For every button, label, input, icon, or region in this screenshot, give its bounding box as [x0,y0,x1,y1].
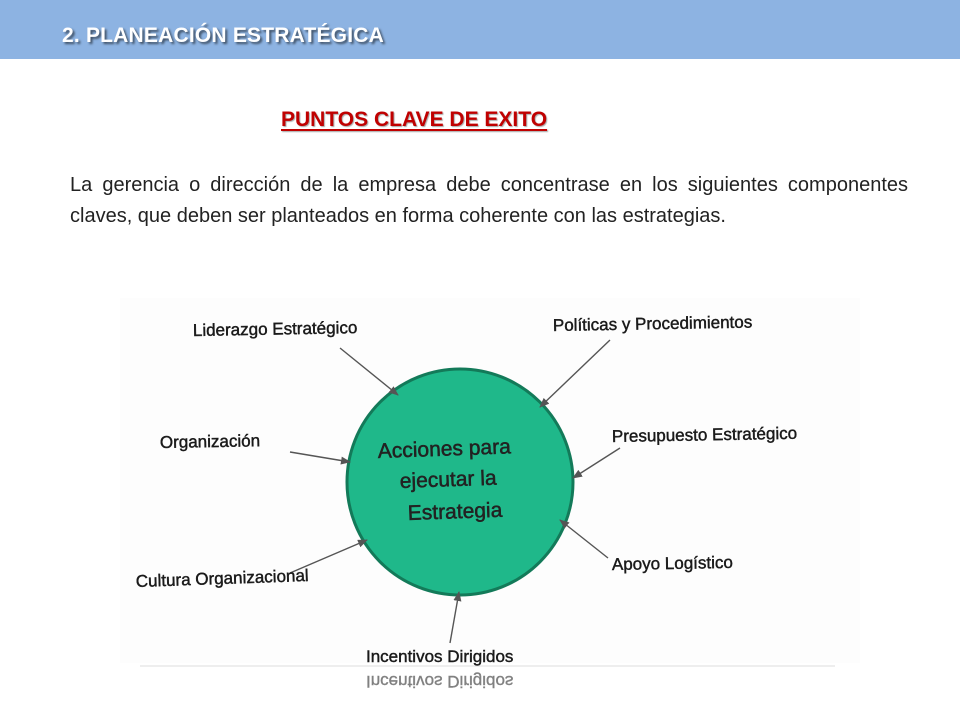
header-title: 2. PLANEACIÓN ESTRATÉGICA [62,24,384,47]
arrow-apoyo [560,520,608,558]
label-apoyo: Apoyo Logístico [611,552,734,574]
label-organizacion: Organización [159,431,261,452]
label-incentivos-reflection [366,672,513,691]
intro-paragraph: La gerencia o dirección de la empresa debe concentrase en los siguientes componentes claves, que deben ser planteados en forma coherente con las estrategias. [70,174,908,227]
center-text-line-1: Acciones para [377,435,512,463]
label-presupuesto: Presupuesto Estratégico [611,423,798,446]
label-liderazgo: Liderazgo Estratégico [192,318,358,340]
label-incentivos-reflection-text: Incentivos Dirigidos [366,672,514,691]
arrow-liderazgo [340,348,398,395]
center-text-line-2: ejecutar la [399,466,498,493]
label-cultura: Cultura Organizacional [135,565,309,591]
arrow-organizacion [290,452,350,462]
center-text-line-3: Estrategia [407,498,503,525]
label-incentivos: Incentivos Dirigidos [366,647,514,666]
arrow-politicas [540,340,610,407]
arrow-presupuesto [573,448,620,478]
arrow-incentivos [450,592,459,643]
section-title: PUNTOS CLAVE DE EXITO [281,108,548,131]
label-politicas: Políticas y Procedimientos [552,312,753,335]
